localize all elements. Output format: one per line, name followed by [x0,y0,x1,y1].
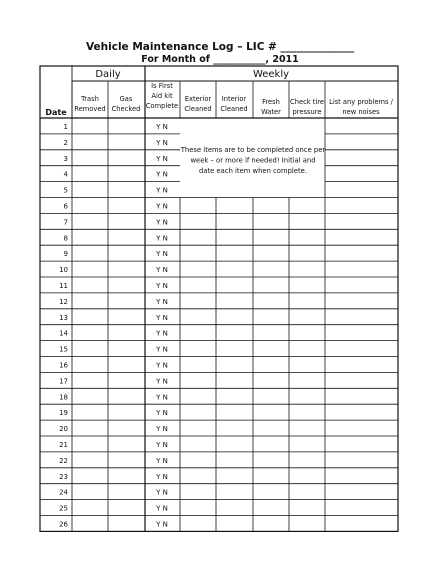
header-trash: Removed [74,105,106,113]
aid-yes-no: Y N [156,488,168,497]
aid-yes-no: Y N [156,425,168,434]
header-tire: pressure [292,108,322,116]
form-title: Vehicle Maintenance Log – LIC # ______________ [85,41,355,53]
row-date: 15 [59,345,68,354]
row-date: 3 [63,154,68,163]
aid-yes-no: Y N [156,329,168,338]
header-gas: Checked [111,105,141,113]
header-water: Water [261,108,281,116]
aid-yes-no: Y N [156,361,168,370]
aid-yes-no: Y N [156,170,168,179]
aid-yes-no: Y N [156,122,168,131]
row-date: 11 [59,281,68,290]
weekly-note: These items are to be completed once per [180,146,326,154]
row-date: 4 [63,170,68,179]
header-date: Date [45,108,67,117]
aid-yes-no: Y N [156,266,168,275]
aid-yes-no: Y N [156,409,168,418]
header-interior: Interior [221,95,247,103]
row-date: 5 [63,186,68,195]
row-date: 19 [59,409,68,418]
row-date: 2 [63,138,68,147]
header-daily: Daily [95,69,121,80]
header-interior: Cleaned [220,105,248,113]
row-date: 6 [63,202,68,211]
row-date: 23 [59,472,68,481]
row-date: 8 [63,234,68,243]
header-exterior: Exterior [184,95,212,103]
row-date: 16 [59,361,68,370]
row-date: 1 [63,122,68,131]
header-water: Fresh [262,98,280,106]
aid-yes-no: Y N [156,250,168,259]
aid-yes-no: Y N [156,234,168,243]
aid-yes-no: Y N [156,138,168,147]
header-gas: Gas [119,95,133,103]
aid-yes-no: Y N [156,472,168,481]
header-exterior: Cleaned [184,105,212,113]
aid-yes-no: Y N [156,297,168,306]
aid-yes-no: Y N [156,440,168,449]
header-aid: Is First [151,82,173,90]
aid-yes-no: Y N [156,345,168,354]
aid-yes-no: Y N [156,202,168,211]
row-date: 26 [59,520,68,529]
row-date: 20 [59,425,68,434]
aid-yes-no: Y N [156,520,168,529]
row-date: 25 [59,504,68,513]
row-date: 14 [59,329,68,338]
header-problems: List any problems / [329,98,393,106]
aid-yes-no: Y N [156,186,168,195]
row-date: 18 [59,393,68,402]
row-date: 9 [63,250,68,259]
table-border [40,66,398,531]
row-date: 17 [59,377,68,386]
aid-yes-no: Y N [156,313,168,322]
header-aid: Aid kit [151,92,173,100]
aid-yes-no: Y N [156,504,168,513]
row-date: 10 [59,266,68,275]
weekly-note: week – or more if needed! Initial and [190,156,316,165]
row-date: 24 [59,488,68,497]
weekly-note: date each item when complete. [199,167,307,175]
header-weekly: Weekly [252,69,290,80]
aid-yes-no: Y N [156,393,168,402]
header-tire: Check tire [290,98,324,106]
header-aid: Complete [145,102,179,110]
aid-yes-no: Y N [156,154,168,163]
aid-yes-no: Y N [156,218,168,227]
form-subtitle: For Month of ___________, 2011 [141,54,299,65]
aid-yes-no: Y N [156,281,168,290]
row-date: 22 [59,456,68,465]
aid-yes-no: Y N [156,377,168,386]
row-date: 13 [59,313,68,322]
row-date: 12 [59,297,68,306]
aid-yes-no: Y N [156,456,168,465]
row-date: 21 [59,440,68,449]
header-trash: Trash [81,95,99,103]
header-problems: new noises [342,108,380,116]
row-date: 7 [63,218,68,227]
